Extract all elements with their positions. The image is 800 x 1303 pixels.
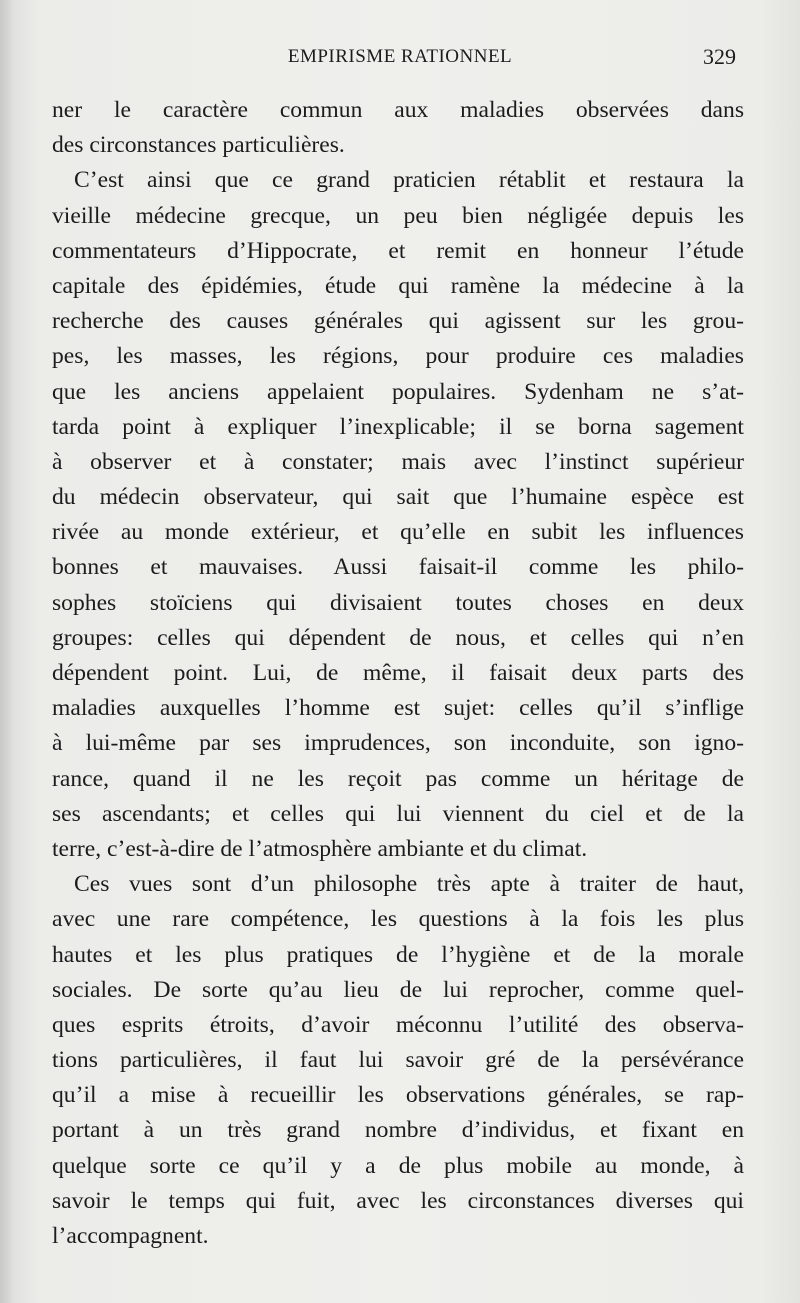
text-line: dépendent point. Lui, de même, il faisait deux parts des bbox=[52, 660, 744, 686]
text-line: hautes et les plus pratiques de l’hygiène et de la morale bbox=[52, 941, 744, 968]
text-line: sophes stoïciens qui divisaient toutes choses en deux bbox=[52, 589, 744, 616]
text-line: rivée au monde extérieur, et qu’elle en subit les influences bbox=[52, 519, 744, 546]
text-line: à observer et à constater; mais avec l’instinct supérieur bbox=[52, 448, 744, 475]
paragraph-1 bbox=[52, 93, 744, 163]
text-line: l’accompagnent. bbox=[52, 1223, 209, 1249]
text-line: avec une rare compétence, les questions à la fois les plus bbox=[52, 906, 744, 933]
body-text bbox=[52, 93, 744, 1254]
text-line: des circonstances particulières. bbox=[52, 132, 345, 159]
text-line: qu’il a mise à recueillir les observations générales, se rap- bbox=[52, 1082, 744, 1109]
text-line: sociales. De sorte qu’au lieu de lui reprocher, comme quel- bbox=[52, 976, 744, 1003]
text-line: recherche des causes générales qui agissent sur les grou- bbox=[52, 308, 744, 335]
text-line: ques esprits étroits, d’avoir méconnu l’utilité des observa- bbox=[52, 1011, 744, 1038]
text-line: bonnes et mauvaises. Aussi faisait-il comme les philo- bbox=[52, 554, 744, 581]
text-line: terre, c’est-à-dire de l’atmosphère ambiante et du climat. bbox=[52, 835, 588, 862]
text-line: rance, quand il ne les reçoit pas comme un héritage de bbox=[52, 765, 744, 792]
text-line: capitale des épidémies, étude qui ramène la médecine à la bbox=[52, 272, 744, 299]
text-line: à lui-même par ses imprudences, son inconduite, son igno- bbox=[52, 730, 744, 757]
text-line: groupes: celles qui dépendent de nous, et celles qui n’en bbox=[52, 624, 744, 651]
text-line: pes, les masses, les régions, pour produire ces maladies bbox=[52, 343, 744, 370]
text-line: savoir le temps qui fuit, avec les circonstances diverses qui bbox=[52, 1187, 744, 1214]
text-line: ses ascendants; et celles qui lui viennent du ciel et de la bbox=[52, 800, 744, 827]
text-line: C’est ainsi que ce grand praticien rétablit et restaura la bbox=[74, 167, 744, 194]
page-number: 329 bbox=[703, 44, 736, 69]
text-line: du médecin observateur, qui sait que l’humaine espèce est bbox=[52, 484, 744, 511]
text-line: ner le caractère commun aux maladies observées dans bbox=[52, 97, 744, 123]
text-line: vieille médecine grecque, un peu bien négligée depuis les bbox=[52, 202, 744, 229]
text-line: quelque sorte ce qu’il y a de plus mobile au monde, à bbox=[52, 1152, 744, 1179]
text-line: que les anciens appelaient populaires. Sydenham ne s’at- bbox=[52, 378, 744, 405]
text-line: commentateurs d’Hippocrate, et remit en honneur l’étude bbox=[52, 237, 744, 264]
text-line: maladies auxquelles l’homme est sujet: celles qu’il s’inflige bbox=[52, 695, 744, 722]
page-gutter-shadow bbox=[0, 0, 14, 1303]
paragraph-3 bbox=[52, 867, 744, 1254]
running-title: EMPIRISME RATIONNEL bbox=[287, 46, 513, 67]
text-line: portant à un très grand nombre d’individus, et fixant en bbox=[52, 1117, 744, 1144]
text-line: tarda point à expliquer l’inexplicable; il se borna sagement bbox=[52, 413, 744, 440]
text-line: Ces vues sont d’un philosophe très apte à traiter de haut, bbox=[74, 871, 744, 898]
running-head bbox=[52, 44, 748, 76]
text-line: tions particulières, il faut lui savoir gré de la persévérance bbox=[52, 1047, 744, 1074]
paragraph-2 bbox=[52, 163, 744, 867]
